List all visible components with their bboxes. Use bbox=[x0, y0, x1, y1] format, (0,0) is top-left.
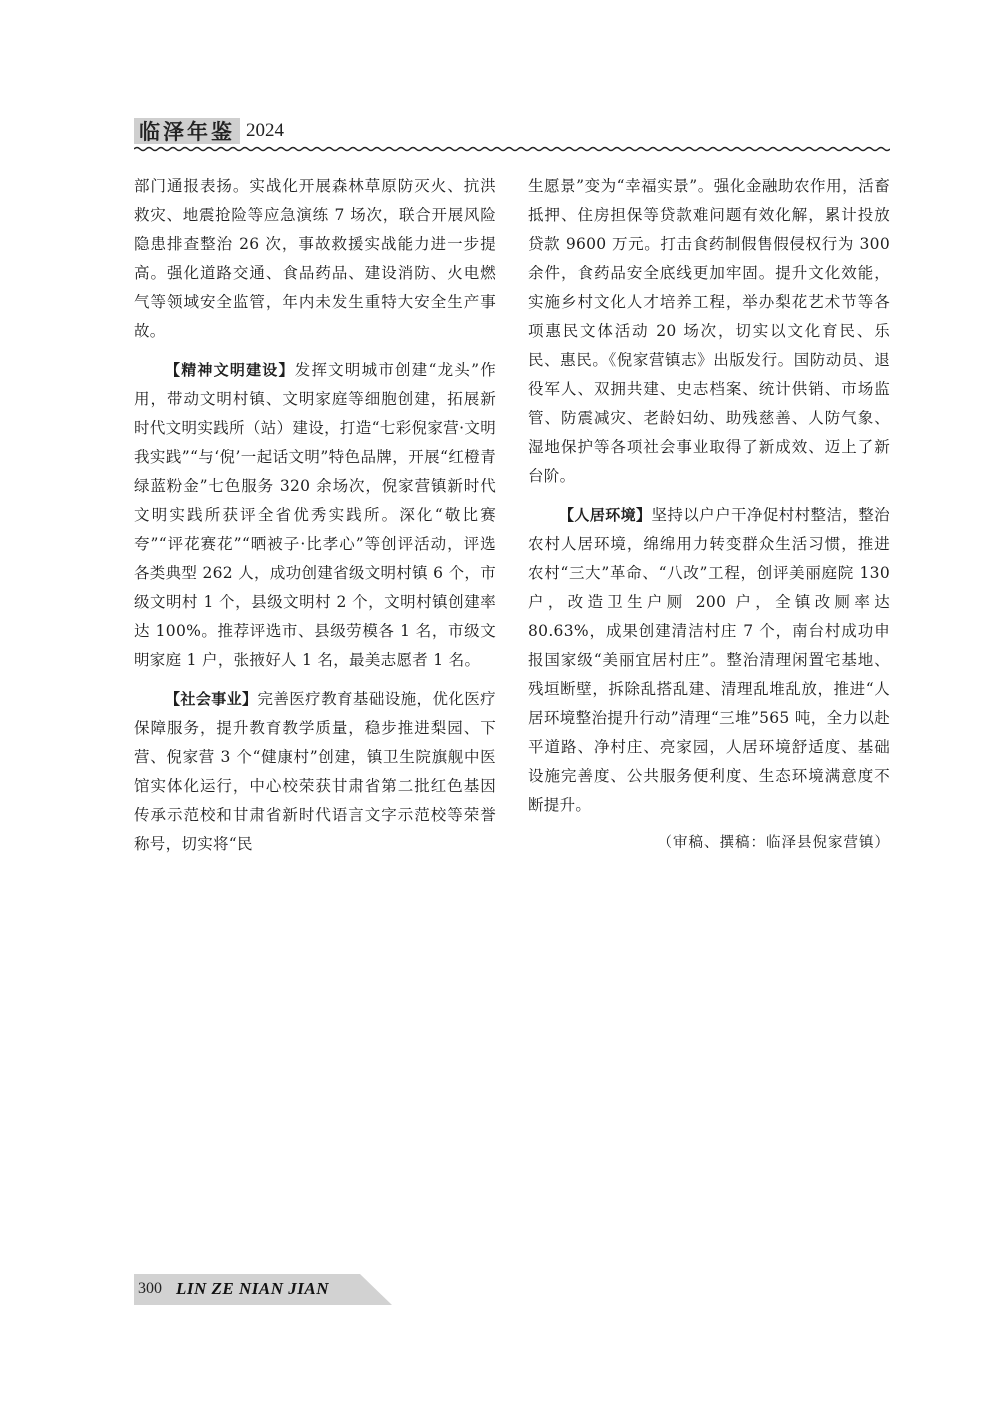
footer-running-title: LIN ZE NIAN JIAN bbox=[176, 1279, 329, 1298]
section-paragraph-social-affairs bbox=[134, 685, 496, 859]
running-footer bbox=[134, 1274, 394, 1306]
section-body: 发挥文明城市创建“龙头”作用，带动文明村镇、文明家庭等细胞创建，拓展新时代文明实践所（站）建设，打造“七彩倪家营·文明我实践”“与‘倪’一起话文明”特色品牌，开展“红橙青绿蓝粉金”七色服务 320 余场次，倪家营镇新时代文明实践所获评全省优秀实践所。深化“敬比赛夸”“评花赛花”“晒被子·比孝心”等创评活动，评选各类典型 262 人，成功创建省级文明村镇 6 个，市级文明村 1 个，县级文明村 2 个，文明村镇创建率达 100%。推荐评选市、县级劳模各 1 名，市级文明家庭 1 户，张掖好人 1 名，最美志愿者 1 名。 bbox=[134, 361, 497, 669]
yearbook-title: 临泽年鉴 bbox=[134, 118, 240, 144]
section-paragraph-spiritual-civilization bbox=[134, 356, 496, 675]
section-body: 完善医疗教育基础设施，优化医疗保障服务，提升教育教学质量，稳步推进梨园、下营、倪家营 3 个“健康村”创建，镇卫生院旗舰中医馆实体化运行，中心校荣获甘肃省第二批红色基因传承示范校和甘肃省新时代语言文字示范校等荣誉称号，切实将“民 bbox=[134, 690, 496, 853]
running-header bbox=[134, 116, 890, 152]
right-column bbox=[528, 172, 890, 871]
section-heading: 【社会事业】 bbox=[165, 690, 258, 708]
header-wavy-rule bbox=[134, 145, 890, 153]
section-heading: 【人居环境】 bbox=[559, 506, 652, 524]
author-credit: （审稿、撰稿：临泽县倪家营镇） bbox=[657, 835, 890, 851]
body-paragraph: 部门通报表扬。实战化开展森林草原防灭火、抗洪救灾、地震抢险等应急演练 7 场次，联合开展风险隐患排查整治 26 次，事故救援实战能力进一步提高。强化道路交通、食品药品、建设消防、火电燃气等领域安全监管，年内未发生重特大安全生产事故。 bbox=[134, 177, 496, 340]
section-paragraph-living-environment bbox=[528, 501, 890, 820]
section-body: 坚持以户户干净促村村整洁，整治农村人居环境，绵绵用力转变群众生活习惯，推进农村“三大”革命、“八改”工程，创评美丽庭院 130 户，改造卫生户厕 200 户，全镇改厕率达 80.63%，成果创建清洁村庄 7 个，南台村成功申报国家级“美丽宜居村庄”。整治清理闲置宅基地、残垣断壁，拆除乱搭乱建、清理乱堆乱放，推进“人居环境整治提升行动”清理“三堆”565 吨，全力以赴平道路、净村庄、亮家园，人居环境舒适度、基础设施完善度、公共服务便利度、生态环境满意度不断提升。 bbox=[528, 506, 890, 814]
section-heading: 【精神文明建设】 bbox=[165, 361, 295, 379]
body-paragraph: 生愿景”变为“幸福实景”。强化金融助农作用，活畜抵押、住房担保等贷款难问题有效化解，累计投放贷款 9600 万元。打击食药制假售假侵权行为 300 余件，食药品安全底线更加牢固。提升文化效能，实施乡村文化人才培养工程，举办梨花艺术节等各项惠民文体活动 20 场次，切实以文化育民、乐民、惠民。《倪家营镇志》出版发行。国防动员、退役军人、双拥共建、史志档案、统计供销、市场监管、防震减灾、老龄妇幼、助残慈善、人防气象、湿地保护等各项社会事业取得了新成效、迈上了新台阶。 bbox=[528, 177, 890, 485]
page-number: 300 bbox=[138, 1280, 162, 1297]
left-column bbox=[134, 172, 496, 869]
yearbook-year: 2024 bbox=[246, 120, 284, 141]
